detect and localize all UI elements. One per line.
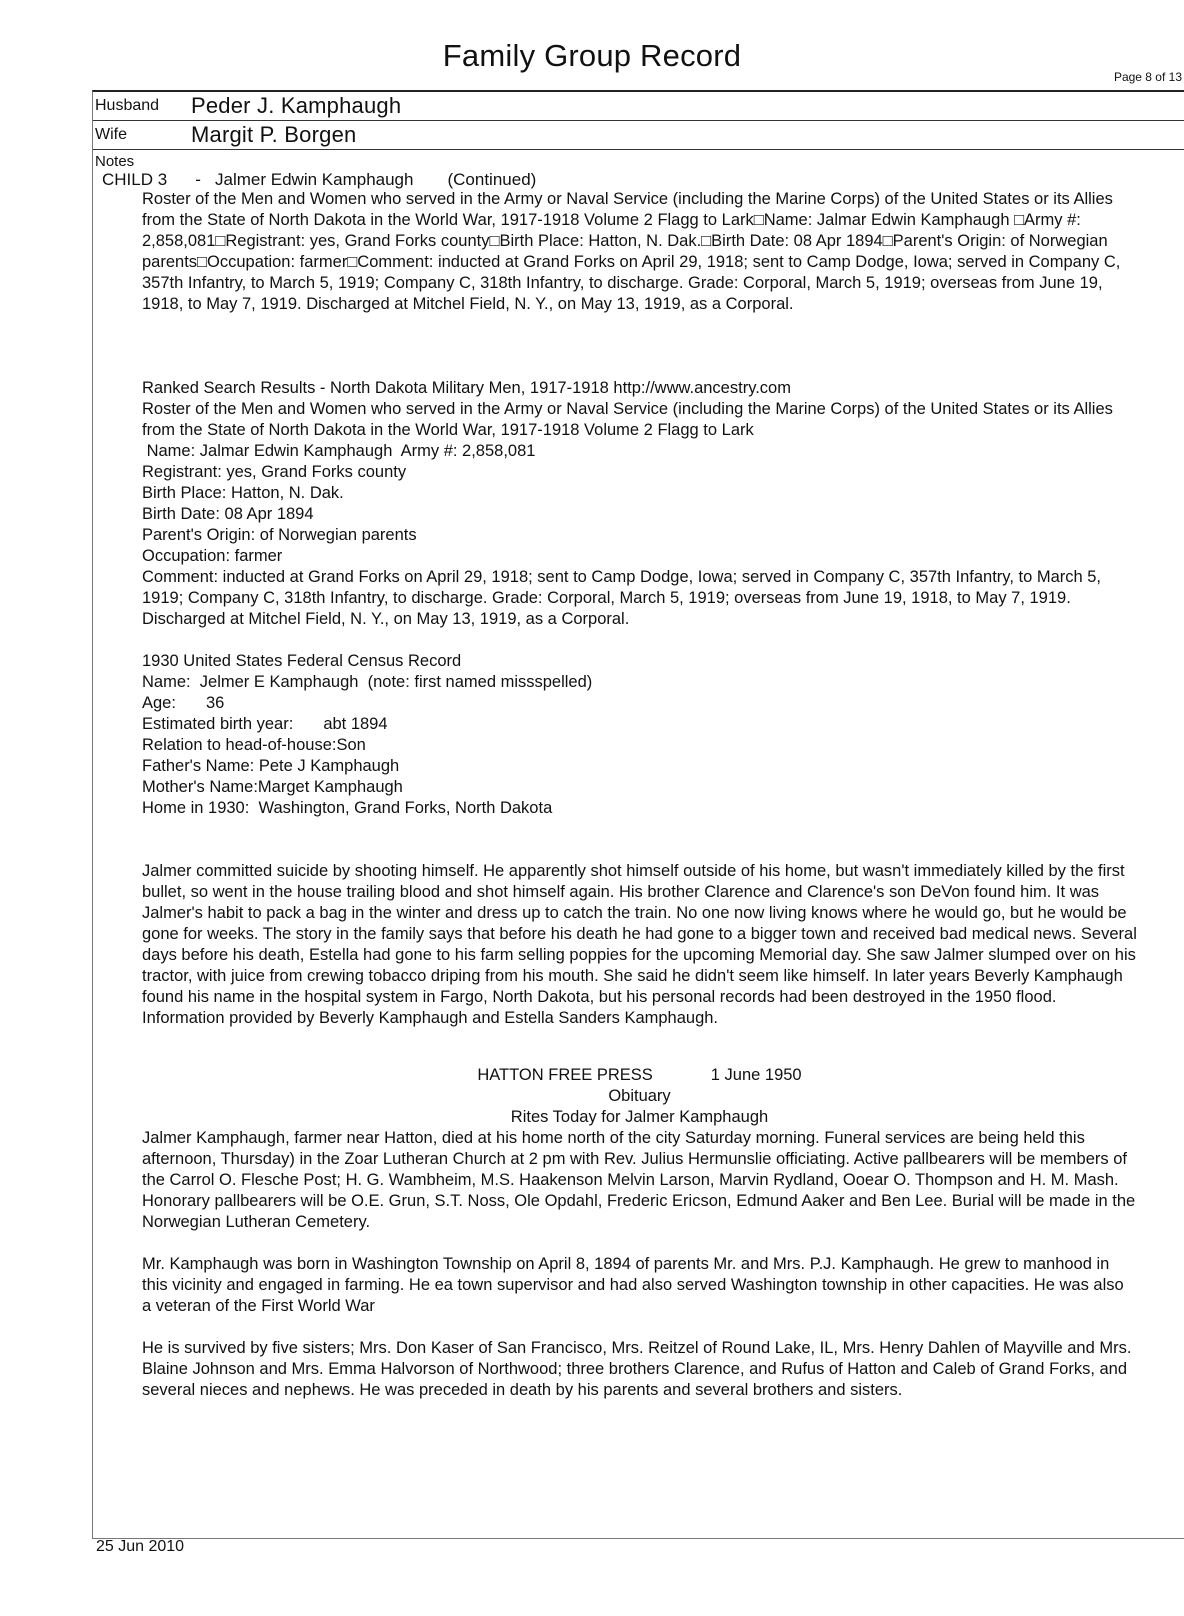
wife-row (93, 121, 1184, 150)
obituary-source (142, 1065, 1137, 1086)
obituary-paragraph-2: Mr. Kamphaugh was born in Washington Township on April 8, 1894 of parents Mr. and Mrs. P.J. Kamphaugh. He grew to manhood in this vicinity and engaged in farming. He ea town supervisor and had also served Washington township in other capacities. He was also a veteran of the First World War (142, 1255, 1124, 1315)
document-title: Family Group Record (442, 38, 742, 73)
census-name (142, 672, 1137, 693)
ranked-title: Ranked Search Results - North Dakota Military Men, 1917-1918 http://www.ancestry.com (142, 379, 791, 397)
wife-name: Margit P. Borgen (191, 122, 357, 147)
husband-label: Husband (95, 97, 160, 114)
obituary-paper: HATTON FREE PRESS (477, 1066, 653, 1084)
ranked-parents-origin: Parent's Origin: of Norwegian parents (142, 526, 417, 544)
ranked-birth-date: Birth Date: 08 Apr 1894 (142, 505, 314, 523)
obituary-paragraph-3: He is survived by five sisters; Mrs. Don Kaser of San Francisco, Mrs. Reitzel of Round Lake, IL, Mrs. Henry Dahlen of Mayville and Mrs. Blaine Johnson and Mrs. Emma Halvorson of Northwood; three brothers Clarence, and Rufus of Hatton and Caleb of Grand Forks, and several nieces and nephews. He was preceded in death by his parents and several brothers and sisters. (142, 1339, 1132, 1399)
husband-row (93, 92, 1184, 121)
census-father: Father's Name: Pete J Kamphaugh (142, 757, 400, 775)
child-dash: - (195, 170, 201, 189)
page-number: Page 8 of 13 (1113, 70, 1182, 84)
obituary-paragraph-1: Jalmer Kamphaugh, farmer near Hatton, died at his home north of the city Saturday morning. Funeral services are being held this afternoon, Thursday) in the Zoar Lutheran Church at 2 pm with Rev. Julius Hermunslie officiating. Active pallbearers will be members of the Carrol O. Flesche Post; H. G. Wambheim, M.S. Haakenson Melvin Larson, Marvin Rydland, Ooear O. Thompson and H. M. Mash. Honorary pallbearers will be O.E. Grun, S.T. Noss, Ole Opdahl, Frederic Ericson, Edmund Aaker and Ben Lee. Burial will be made in the Norwegian Lutheran Cemetery. (142, 1129, 1136, 1231)
story-paragraph: Jalmer committed suicide by shooting himself. He apparently shot himself outside of his home, but wasn't immediately killed by the first bullet, so went in the house trailing blood and shot himself again. His brother Clarence and Clarence's son DeVon found him. It was Jalmer's habit to pack a bag in the winter and dress up to catch the train. No one now living knows where he would go, but he would be gone for weeks. The story in the family says that before his death he had gone to a bigger town and received bad medical news. Several days before his death, Estella had gone to his farm selling poppies for the upcoming Memorial day. She saw Jalmer slumped over on his tractor, with juice from crewing tobacco driping from his mouth. She said he didn't seem like himself. In later years Beverly Kamphaugh found his name in the hospital system in Fargo, North Dakota, but his personal records had been destroyed in the 1950 flood. (142, 862, 1137, 1006)
ranked-comment: Comment: inducted at Grand Forks on April 29, 1918; sent to Camp Dodge, Iowa; served in Company C, 357th Infantry, to March 5, 1919; Company C, 318th Infantry, to discharge. Grade: Corporal, March 5, 1919; overseas from June 19, 1918, to May 7, 1919. Discharged at Mitchel Field, N. Y., on May 13, 1919, as a Corporal. (142, 568, 1102, 628)
ranked-name: Name: Jalmar Edwin Kamphaugh Army #: 2,858,081 (142, 442, 536, 460)
notes-label: Notes (95, 153, 135, 170)
child-heading (93, 170, 1184, 189)
census-relation: Relation to head-of-house:Son (142, 736, 366, 754)
roster-paragraph: Roster of the Men and Women who served in the Army or Naval Service (including the Marine Corps) of the United States or its Allies from the State of North Dakota in the World War, 1917-1918 Volume 2 Flagg to Lark□Name: Jalmar Edwin Kamphaugh □Army #: 2,858,081□Registrant: yes, Grand Forks county□Birth Place: Hatton, N. Dak.□Birth Date: 08 Apr 1894□Parent's Origin: of Norwegian parents□Occupation: farmer□Comment: inducted at Grand Forks on April 29, 1918; sent to Camp Dodge, Iowa; served in Company C, 357th Infantry, to March 5, 1919; Company C, 318th Infantry, to discharge. Grade: Corporal, March 5, 1919; overseas from June 19, 1918, to May 7, 1919. Discharged at Mitchel Field, N. Y., on May 13, 1919, as a Corporal. (142, 190, 1121, 313)
child-status: (Continued) (447, 170, 537, 189)
ranked-occupation: Occupation: farmer (142, 547, 283, 565)
census-birth-year-label: Estimated birth year: (142, 715, 294, 733)
wife-label: Wife (95, 126, 127, 143)
census-name-label: Name: (142, 673, 191, 691)
census-name-value: Jelmer E Kamphaugh (note: first named missspelled) (199, 673, 593, 691)
record-frame (92, 90, 1184, 1539)
child-name: Jalmer Edwin Kamphaugh (215, 170, 414, 189)
census-age (142, 693, 1137, 714)
ranked-roster: Roster of the Men and Women who served in the Army or Naval Service (including the Marine Corps) of the United States or its Allies from the State of North Dakota in the World War, 1917-1918 Volume 2 Flagg to Lark (142, 400, 1113, 439)
census-home: Home in 1930: Washington, Grand Forks, North Dakota (142, 799, 553, 817)
census-birth-year (142, 714, 1137, 735)
story-source: Information provided by Beverly Kamphaugh and Estella Sanders Kamphaugh. (142, 1009, 719, 1027)
obituary-subheading: Rites Today for Jalmer Kamphaugh (510, 1108, 769, 1126)
census-age-value: 36 (205, 694, 225, 712)
notes-body (142, 189, 1137, 1401)
obituary-heading: Obituary (608, 1087, 671, 1105)
ranked-birth-place: Birth Place: Hatton, N. Dak. (142, 484, 344, 502)
census-birth-year-value: abt 1894 (323, 715, 388, 733)
print-date: 25 Jun 2010 (96, 1538, 185, 1555)
census-mother: Mother's Name:Marget Kamphaugh (142, 778, 403, 796)
child-prefix: CHILD 3 (102, 170, 168, 189)
census-age-label: Age: (142, 694, 176, 712)
obituary-date: 1 June 1950 (710, 1066, 802, 1084)
notes-section (93, 150, 1184, 1401)
husband-name: Peder J. Kamphaugh (191, 93, 402, 118)
census-title: 1930 United States Federal Census Record (142, 652, 462, 670)
ranked-registrant: Registrant: yes, Grand Forks county (142, 463, 407, 481)
